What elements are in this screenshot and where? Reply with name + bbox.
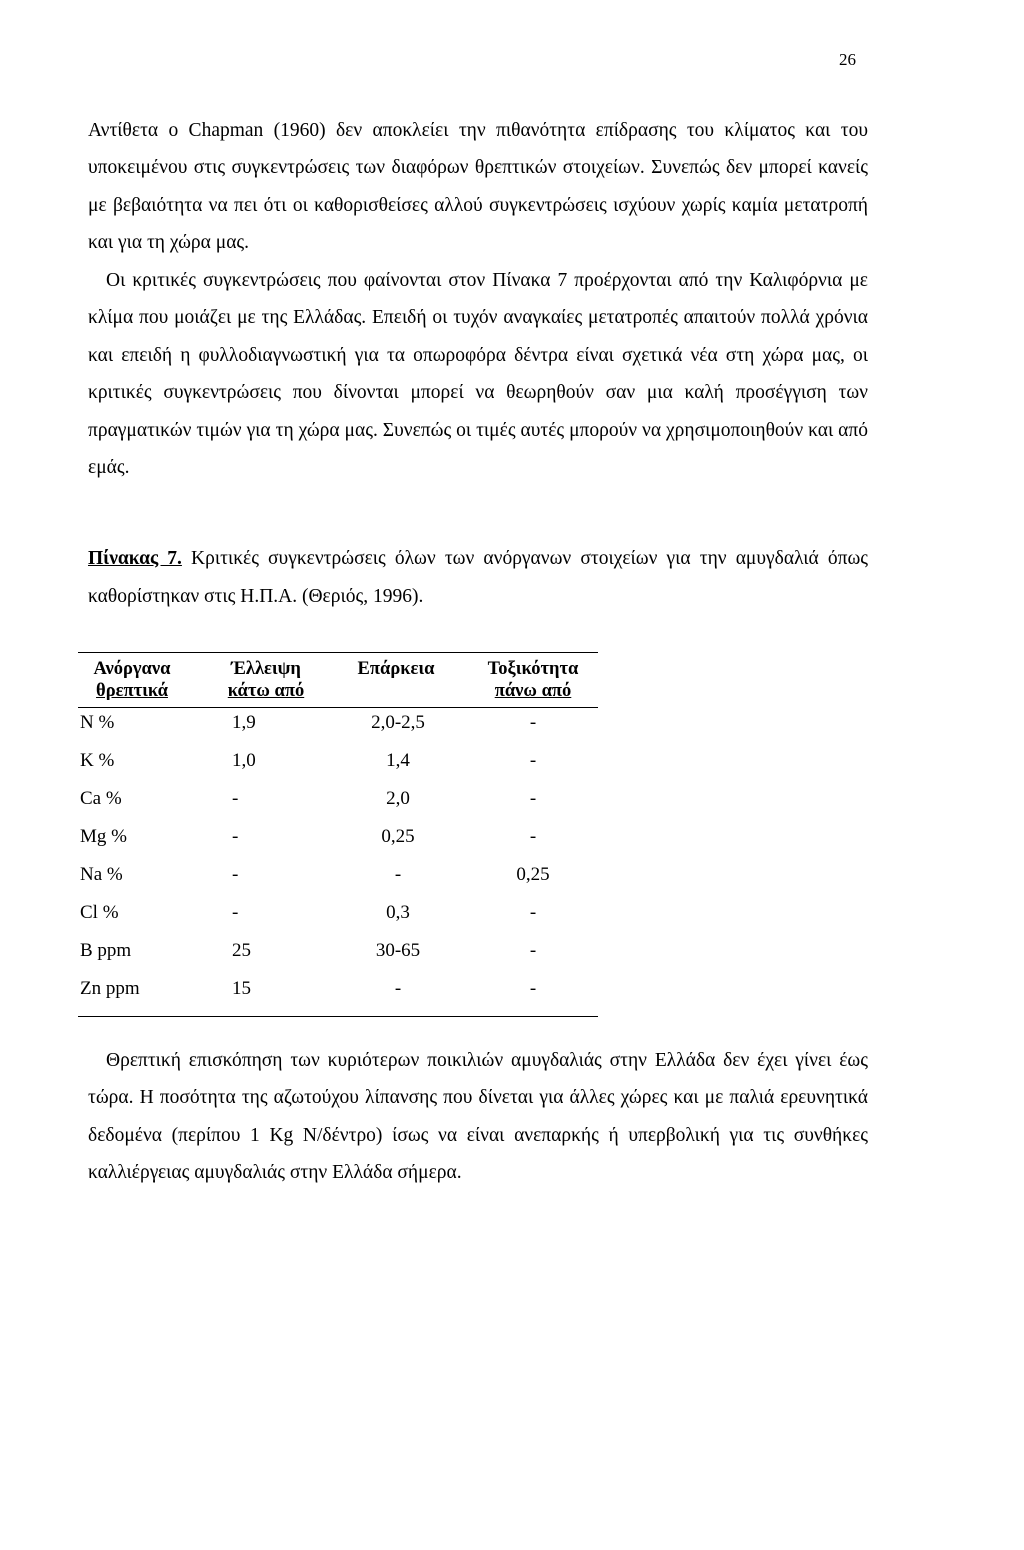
cell-deficiency: 15 <box>232 978 251 999</box>
table-row <box>78 978 598 1016</box>
header-toxicity <box>478 658 588 702</box>
table-caption <box>88 540 868 616</box>
table-row <box>78 902 598 940</box>
header-sufficiency <box>346 658 446 680</box>
cell-toxicity: - <box>529 788 537 809</box>
cell-toxicity: - <box>529 902 537 923</box>
cell-element: Ca % <box>80 788 122 809</box>
cell-deficiency: 1,0 <box>232 750 256 771</box>
page-number: 26 <box>839 50 856 69</box>
cell-deficiency: 25 <box>232 940 251 961</box>
cell-deficiency: - <box>232 826 239 847</box>
header-nutrients-line1: Ανόργανα <box>93 659 171 679</box>
header-deficiency-line2: κάτω από <box>227 681 305 701</box>
table-row <box>78 788 598 826</box>
table-top-rule <box>78 652 598 653</box>
header-deficiency-line1: Έλλειψη <box>231 659 301 679</box>
table-row <box>78 940 598 978</box>
header-nutrients-line2: θρεπτικά <box>96 681 168 701</box>
cell-sufficiency: 0,3 <box>386 902 410 923</box>
cell-sufficiency: 30-65 <box>375 940 421 961</box>
table-caption-label: Πίνακας 7. <box>88 548 182 569</box>
cell-sufficiency: 1,4 <box>386 750 410 771</box>
cell-sufficiency: 2,0 <box>386 788 410 809</box>
header-deficiency <box>216 658 316 702</box>
cell-element: Zn ppm <box>80 978 140 999</box>
cell-toxicity: 0,25 <box>516 864 550 885</box>
cell-sufficiency: - <box>394 978 402 999</box>
cell-toxicity: - <box>529 750 537 771</box>
cell-toxicity: - <box>529 826 537 847</box>
header-nutrients <box>82 658 182 702</box>
cell-deficiency: - <box>232 864 239 885</box>
header-sufficiency-line1: Επάρκεια <box>357 659 435 679</box>
table-caption-text: Κριτικές συγκεντρώσεις όλων των ανόργανων στοιχείων για την αμυγδαλιά όπως καθορίστηκαν στις Η.Π.Α. (Θεριός, 1996). <box>88 548 869 607</box>
cell-element: Na % <box>80 864 123 885</box>
cell-toxicity: - <box>529 712 537 733</box>
cell-element: Mg % <box>80 826 127 847</box>
paragraph-nutrient-survey: Θρεπτική επισκόπηση των κυριότερων ποικιλιών αμυγδαλιάς στην Ελλάδα δεν έχει γίνει έως τώρα. Η ποσότητα της αζωτούχου λίπανσης που δίνεται για άλλες χώρες και με παλιά ερευνητικά δεδομένα (περίπου 1 Kg N/δέντρο) ίσως να είναι ανεπαρκής ή υπερβολική για τις συνθήκες καλλιέργειας αμυγδαλιάς στην Ελλάδα σήμερα. <box>88 1050 868 1184</box>
table-row <box>78 750 598 788</box>
cell-deficiency: 1,9 <box>232 712 256 733</box>
cell-toxicity: - <box>529 978 537 999</box>
table-header-rule <box>78 707 598 708</box>
cell-deficiency: - <box>232 788 239 809</box>
cell-sufficiency: 2,0-2,5 <box>371 712 425 733</box>
header-toxicity-line1: Τοξικότητα <box>487 659 579 679</box>
cell-element: K % <box>80 750 115 771</box>
cell-element: B ppm <box>80 940 132 961</box>
table-bottom-rule <box>78 1016 598 1017</box>
paragraph-chapman: Αντίθετα ο Chapman (1960) δεν αποκλείει την πιθανότητα επίδρασης του κλίματος και του υποκειμένου στις συγκεντρώσεις των διαφόρων θρεπτικών στοιχείων. Συνεπώς δεν μπορεί κανείς με βεβαιότητα να πει ότι οι καθορισθείσες αλλού συγκεντρώσεις ισχύουν χωρίς καμία μετατροπή και για τη χώρα μας. <box>88 120 868 254</box>
cell-sufficiency: - <box>394 864 402 885</box>
cell-element: N % <box>80 712 115 733</box>
cell-sufficiency: 0,25 <box>381 826 415 847</box>
cell-deficiency: - <box>232 902 239 923</box>
cell-toxicity: - <box>529 940 537 961</box>
table-row <box>78 826 598 864</box>
header-toxicity-line2: πάνω από <box>494 681 572 701</box>
table-row <box>78 712 598 750</box>
paragraph-critical-concentrations: Οι κριτικές συγκεντρώσεις που φαίνονται στον Πίνακα 7 προέρχονται από την Καλιφόρνια με κλίμα που μοιάζει με της Ελλάδας. Επειδή οι τυχόν αναγκαίες μετατροπές απαιτούν πολλά χρόνια και επειδή η φυλλοδιαγνωστική για τα οπωροφόρα δέντρα είναι σχετικά νέα στη χώρα μας, οι κριτικές συγκεντρώσεις που δίνονται μπορεί να θεωρηθούν σαν μια καλή προσέγγιση των πραγματικών τιμών για τη χώρα μας. Συνεπώς οι τιμές αυτές μπορούν να χρησιμοποιηθούν και από εμάς. <box>88 270 868 479</box>
table-row <box>78 864 598 902</box>
cell-element: Cl % <box>80 902 119 923</box>
